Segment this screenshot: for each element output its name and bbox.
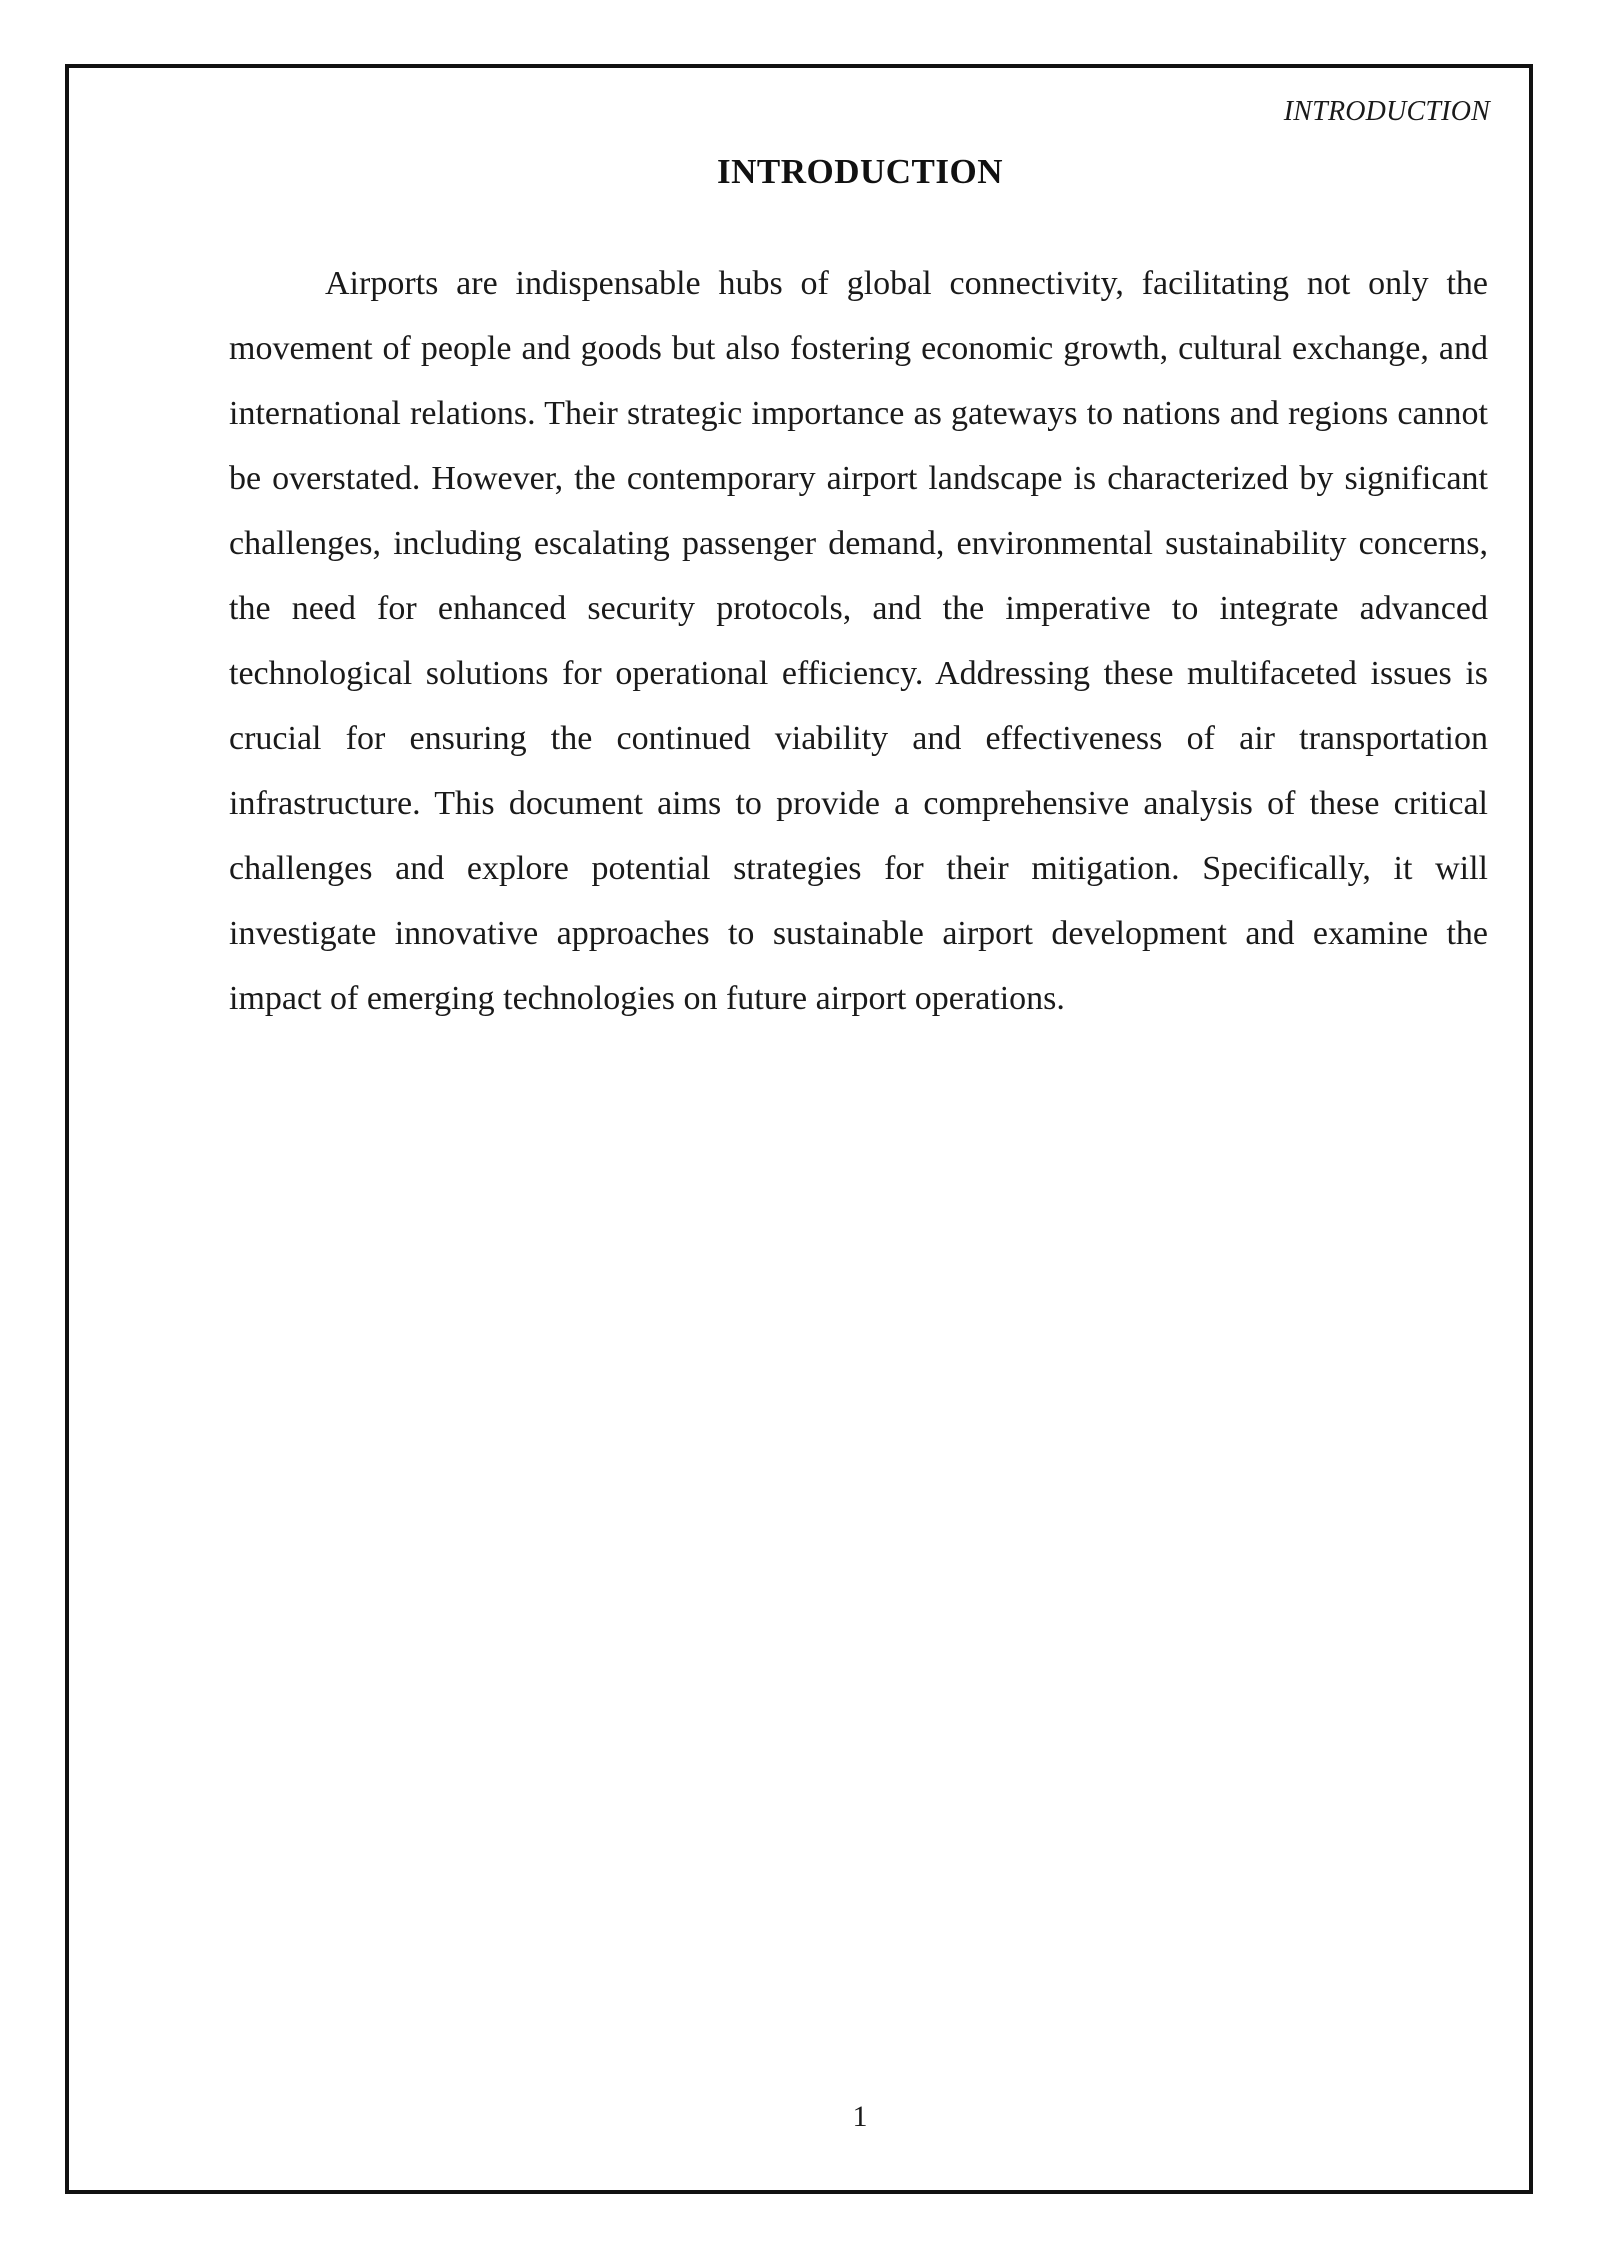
page-title: INTRODUCTION: [716, 152, 1004, 191]
page-number: 1: [852, 2100, 868, 2133]
body-paragraph: Airports are indispensable hubs of global connectivity, facilitating not only the movement of people and goods but also fostering economic growth, cultural exchange, and international relations. Their strategic importance as gateways to nations and regions cannot be overstated. However, the contemporary airport landscape is characterized by significant challenges, including escalating passenger demand, environmental sustainability concerns, the need for enhanced security protocols, and the imperative to integrate advanced technological solutions for operational efficiency. Addressing these multifaceted issues is crucial for ensuring the continued viability and effectiveness of air transportation infrastructure. This document aims to provide a comprehensive analysis of these critical challenges and explore potential strategies for their mitigation. Specifically, it will investigate innovative approaches to sustainable airport development and examine the impact of emerging technologies on future airport operations.: [229, 265, 1488, 1017]
running-header: INTRODUCTION: [1283, 96, 1490, 127]
